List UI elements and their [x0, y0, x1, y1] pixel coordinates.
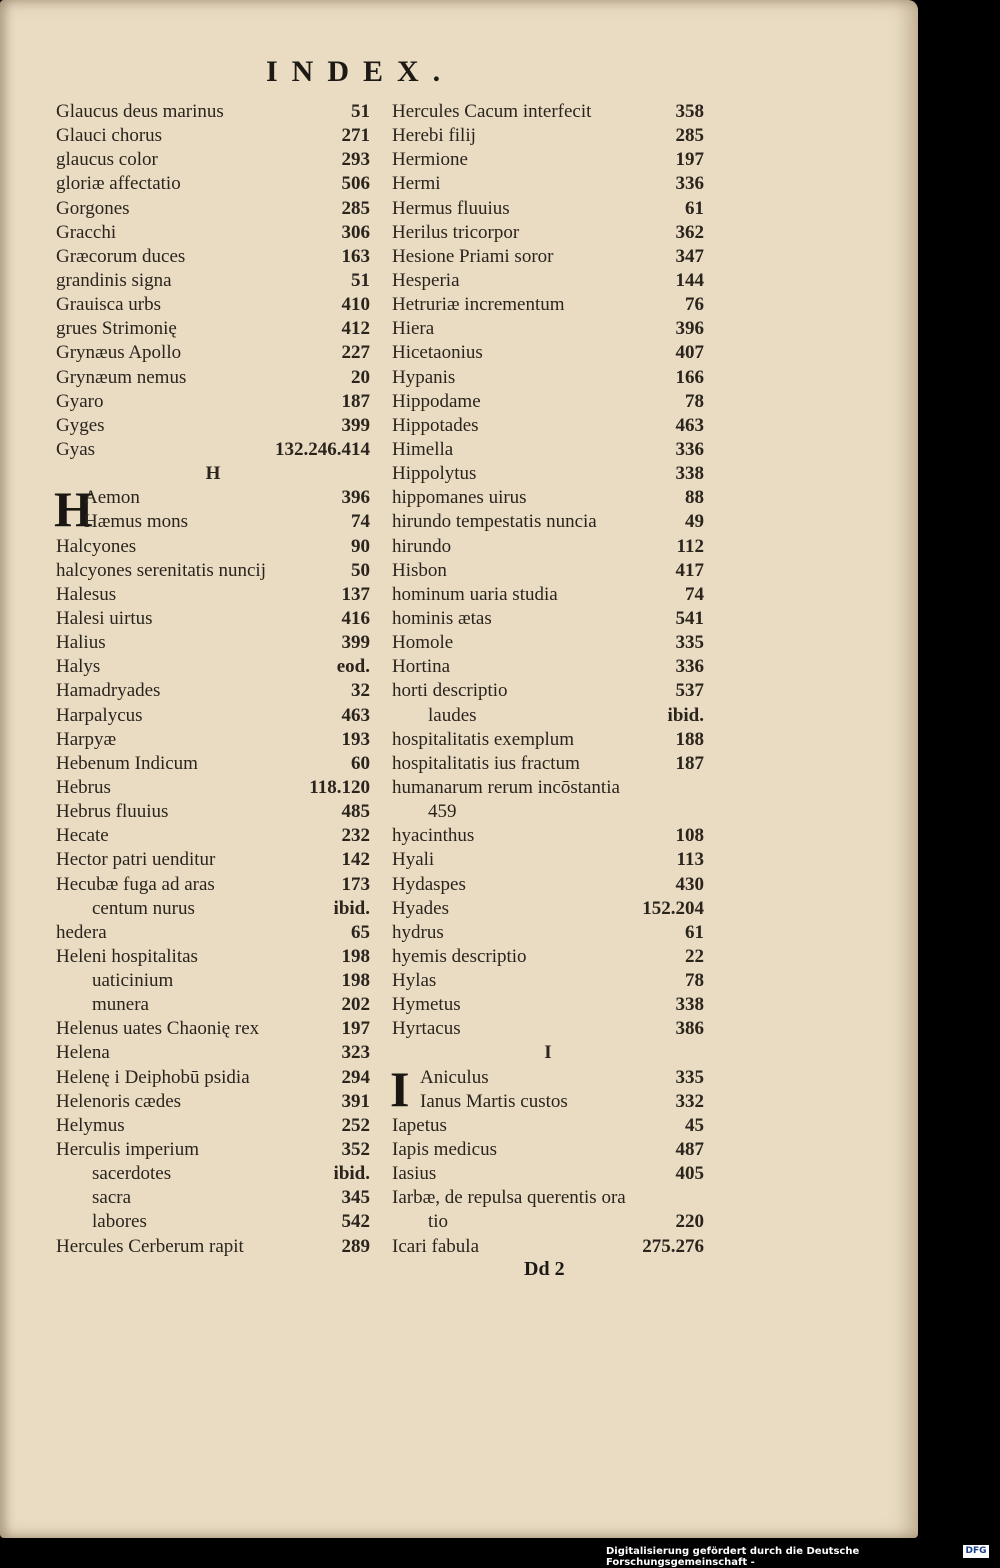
index-entry [392, 148, 704, 172]
entry-term: Ianus Martis custos [420, 1090, 568, 1112]
index-entry [392, 414, 704, 438]
entry-page-ref: 45 [685, 1114, 704, 1136]
entry-page-ref: 338 [675, 994, 704, 1016]
entry-page-ref: 271 [341, 125, 370, 147]
entry-page-ref: 61 [685, 921, 704, 943]
entry-page-ref: 74 [351, 511, 370, 533]
entry-term: Heleni hospitalitas [56, 945, 198, 967]
index-entry [392, 317, 704, 341]
index-entry [392, 172, 704, 196]
entry-page-ref: 32 [351, 680, 370, 702]
entry-term: Halys [56, 656, 101, 678]
index-entry [56, 414, 370, 438]
index-entry [56, 559, 370, 583]
index-entry [56, 1162, 370, 1186]
index-entry [392, 1162, 704, 1186]
entry-page-ref: ibid. [667, 704, 704, 726]
index-entry [392, 341, 704, 365]
entry-term: uaticinium [92, 970, 174, 992]
entry-term: Hippotades [392, 414, 479, 436]
entry-term: Herilus tricorpor [392, 221, 520, 243]
index-entry [56, 1090, 370, 1114]
index-entry [56, 583, 370, 607]
index-entry [56, 390, 370, 414]
entry-term: Halcyones [56, 535, 137, 557]
entry-page-ref: 463 [675, 414, 704, 436]
index-entry [392, 124, 704, 148]
entry-page-ref: 74 [685, 583, 704, 605]
index-column-left [56, 100, 370, 1259]
entry-page-ref: 323 [341, 1042, 370, 1064]
index-entry [56, 631, 370, 655]
entry-term: hyacinthus [392, 825, 475, 847]
entry-term: Hector patri uenditur [56, 849, 216, 871]
entry-term: glaucus color [56, 149, 158, 171]
entry-term: Hebrus fluuius [56, 801, 169, 823]
entry-term: Hylas [392, 970, 437, 992]
entry-term: horti descriptio [392, 680, 508, 702]
index-entry [56, 1041, 370, 1065]
entry-page-ref: 187 [341, 390, 370, 412]
entry-page-ref: 232 [341, 825, 370, 847]
index-entry [56, 800, 370, 824]
entry-term: Hesione Priami soror [392, 245, 554, 267]
entry-page-ref: 336 [675, 173, 704, 195]
index-entry [392, 1114, 704, 1138]
entry-term: Grynæum nemus [56, 366, 187, 388]
entry-term: grandinis signa [56, 269, 172, 291]
signature-mark: Dd 2 [524, 1258, 565, 1280]
index-entry [392, 800, 704, 824]
index-entry [56, 1066, 370, 1090]
index-entry [56, 776, 370, 800]
entry-page-ref: 50 [351, 559, 370, 581]
index-entry [392, 873, 704, 897]
index-entry [56, 704, 370, 728]
entry-term: Hymetus [392, 994, 461, 1016]
entry-term: Glaucus deus marinus [56, 101, 224, 122]
entry-term: Iapis medicus [392, 1139, 498, 1161]
index-entry [56, 1114, 370, 1138]
section-letter-heading [56, 462, 370, 486]
entry-page-ref: 336 [675, 438, 704, 460]
dfg-logo: DFG [963, 1545, 989, 1558]
entry-term: hirundo [392, 535, 452, 557]
entry-term: Hercules Cerberum rapit [56, 1235, 244, 1257]
entry-term: Hermione [392, 149, 468, 171]
entry-page-ref: 197 [341, 1018, 370, 1040]
entry-page-ref: 407 [675, 342, 704, 364]
index-entry [392, 510, 704, 534]
entry-page-ref: 417 [675, 559, 704, 581]
entry-term: Grynæus Apollo [56, 342, 182, 364]
index-entry [392, 679, 704, 703]
entry-term: Hecate [56, 825, 109, 847]
index-entry [56, 752, 370, 776]
section-letter-heading [392, 1041, 704, 1065]
index-entry [392, 631, 704, 655]
entry-page-ref: 51 [351, 269, 370, 291]
entry-term: halcyones serenitatis nuncij [56, 559, 266, 581]
index-entry [56, 221, 370, 245]
index-entry [392, 848, 704, 872]
index-entry [56, 510, 370, 534]
entry-page-ref: ibid. [333, 897, 370, 919]
index-entry [56, 848, 370, 872]
entry-page-ref: 391 [341, 1090, 370, 1112]
entry-page-ref: 76 [685, 294, 704, 316]
entry-page-ref: 416 [341, 607, 370, 629]
entry-term: Iapetus [392, 1114, 447, 1136]
entry-term: Græcorum duces [56, 245, 186, 267]
entry-page-ref: 65 [351, 921, 370, 943]
index-entry [56, 341, 370, 365]
entry-page-ref: 347 [675, 245, 704, 267]
index-entry [392, 535, 704, 559]
entry-page-ref: 49 [685, 511, 704, 533]
entry-page-ref: 345 [341, 1187, 370, 1209]
index-entry [392, 583, 704, 607]
entry-page-ref: 78 [685, 390, 704, 412]
index-entry [56, 945, 370, 969]
index-entry [392, 462, 704, 486]
entry-page-ref: 88 [685, 487, 704, 509]
entry-term: Hicetaonius [392, 342, 483, 364]
entry-page-ref: 193 [341, 728, 370, 750]
entry-term: tio [428, 1211, 449, 1233]
entry-term: Harpyæ [56, 728, 117, 750]
index-entry [392, 197, 704, 221]
entry-page-ref: 285 [341, 197, 370, 219]
entry-page-ref: ibid. [333, 1163, 370, 1185]
entry-page-ref: 399 [341, 632, 370, 654]
index-entry [56, 1235, 370, 1259]
index-entry [392, 704, 704, 728]
entry-page-ref: 197 [675, 149, 704, 171]
entry-page-ref: 352 [341, 1139, 370, 1161]
index-entry [392, 1210, 704, 1234]
entry-page-ref: 163 [341, 245, 370, 267]
entry-term: Hebrus [56, 776, 111, 798]
index-entry [56, 100, 370, 124]
entry-term: hospitalitatis exemplum [392, 728, 575, 750]
index-entry [392, 221, 704, 245]
index-entry [56, 535, 370, 559]
index-entry [56, 1210, 370, 1234]
entry-page-ref: 485 [341, 801, 370, 823]
index-entry [392, 752, 704, 776]
entry-term: Gyges [56, 414, 105, 436]
entry-term: hominis ætas [392, 607, 492, 629]
entry-term: Hermi [392, 173, 441, 195]
entry-page-ref: 22 [685, 945, 704, 967]
entry-term: Hydaspes [392, 873, 466, 895]
drop-capital: I [390, 1060, 410, 1117]
entry-term: hospitalitatis ius fractum [392, 752, 580, 774]
entry-term: Hercules Cacum interfecit [392, 101, 592, 122]
index-entry [56, 1138, 370, 1162]
entry-page-ref: 289 [341, 1235, 370, 1257]
entry-term: Aniculus [420, 1066, 489, 1088]
entry-page-ref: 142 [341, 849, 370, 871]
index-entry [56, 607, 370, 631]
entry-term: Halesi uirtus [56, 607, 153, 629]
entry-term: Helymus [56, 1114, 125, 1136]
index-entry [392, 993, 704, 1017]
entry-term: sacerdotes [92, 1163, 172, 1185]
index-entry [56, 969, 370, 993]
entry-page-ref: 137 [341, 583, 370, 605]
index-entry [56, 124, 370, 148]
entry-term: hydrus [392, 921, 444, 943]
entry-term: 459 [428, 801, 457, 823]
entry-page-ref: 541 [675, 607, 704, 629]
entry-page-ref: 60 [351, 752, 370, 774]
index-entry [56, 897, 370, 921]
entry-term: Hecubæ fuga ad aras [56, 873, 215, 895]
index-entry [392, 438, 704, 462]
entry-page-ref: 293 [341, 149, 370, 171]
entry-term: hedera [56, 921, 107, 943]
entry-term: Grauisca urbs [56, 294, 161, 316]
entry-page-ref: 332 [675, 1090, 704, 1112]
index-entry [56, 293, 370, 317]
entry-term: centum nurus [92, 897, 195, 919]
entry-term: Hippodame [392, 390, 481, 412]
entry-term: Hiera [392, 318, 435, 340]
index-entry [392, 559, 704, 583]
entry-page-ref: 430 [675, 873, 704, 895]
entry-page-ref: 118.120 [309, 776, 370, 798]
entry-page-ref: 506 [341, 173, 370, 195]
entry-page-ref: 275.276 [642, 1235, 704, 1257]
entry-term: Homole [392, 632, 454, 654]
entry-page-ref: 306 [341, 221, 370, 243]
entry-term: Gorgones [56, 197, 130, 219]
entry-page-ref: 132.246.414 [275, 438, 370, 460]
index-entry [392, 100, 704, 124]
entry-page-ref: 61 [685, 197, 704, 219]
entry-page-ref: 335 [675, 632, 704, 654]
entry-page-ref: 336 [675, 656, 704, 678]
digitization-credit: Digitalisierung gefördert durch die Deutsche Forschungsgemeinschaft - [606, 1546, 860, 1568]
entry-term: laudes [428, 704, 477, 726]
entry-term: Hesperia [392, 269, 460, 291]
index-entry [392, 245, 704, 269]
entry-page-ref: 78 [685, 970, 704, 992]
index-entry [392, 824, 704, 848]
index-entry [56, 317, 370, 341]
entry-page-ref: 399 [341, 414, 370, 436]
index-entry [392, 921, 704, 945]
entry-term: Hortina [392, 656, 451, 678]
entry-page-ref: 202 [341, 994, 370, 1016]
entry-term: Hypanis [392, 366, 456, 388]
entry-page-ref: 144 [675, 269, 704, 291]
entry-page-ref: 358 [675, 101, 704, 122]
entry-page-ref: 412 [341, 318, 370, 340]
entry-term: Harpalycus [56, 704, 143, 726]
entry-page-ref: 487 [675, 1139, 704, 1161]
index-entry [392, 1235, 704, 1259]
entry-term: Hermus fluuius [392, 197, 510, 219]
index-column-right [392, 100, 704, 1259]
entry-page-ref: 294 [341, 1066, 370, 1088]
index-entry [392, 776, 704, 800]
entry-page-ref: 410 [341, 294, 370, 316]
entry-term: Hetruriæ incrementum [392, 294, 565, 316]
entry-term: Helenę i Deiphobū psidia [56, 1066, 250, 1088]
index-entry [56, 921, 370, 945]
entry-term: humanarum rerum incōstantia [392, 776, 620, 798]
entry-page-ref: 405 [675, 1163, 704, 1185]
entry-term: Icari fabula [392, 1235, 480, 1257]
index-entry [392, 728, 704, 752]
index-entry [56, 655, 370, 679]
index-entry [392, 1186, 704, 1210]
entry-page-ref: 220 [675, 1211, 704, 1233]
entry-term: labores [92, 1211, 147, 1233]
entry-page-ref: 20 [351, 366, 370, 388]
entry-term: Glauci chorus [56, 125, 163, 147]
index-entry [56, 679, 370, 703]
entry-term: sacra [92, 1187, 132, 1209]
entry-term: Hyades [392, 897, 449, 919]
entry-term: Gyaro [56, 390, 104, 412]
index-entry [56, 245, 370, 269]
index-entry [56, 824, 370, 848]
index-entry [56, 1186, 370, 1210]
index-entry [392, 366, 704, 390]
entry-page-ref: 227 [341, 342, 370, 364]
entry-term: Halesus [56, 583, 117, 605]
entry-page-ref: 166 [675, 366, 704, 388]
index-entry [392, 969, 704, 993]
entry-page-ref: 463 [341, 704, 370, 726]
entry-term: grues Strimonię [56, 318, 177, 340]
page-header: INDEX. [266, 55, 455, 88]
entry-term: hyemis descriptio [392, 945, 527, 967]
index-entry [56, 366, 370, 390]
index-entry [56, 438, 370, 462]
index-entry [56, 197, 370, 221]
entry-page-ref: 152.204 [642, 897, 704, 919]
index-entry [392, 897, 704, 921]
index-entry [56, 148, 370, 172]
index-entry [392, 1090, 704, 1114]
entry-page-ref: 112 [676, 535, 704, 557]
entry-term: Hyrtacus [392, 1018, 461, 1040]
entry-term: Herculis imperium [56, 1139, 199, 1161]
entry-term: Hamadryades [56, 680, 161, 702]
entry-page-ref: 90 [351, 535, 370, 557]
entry-page-ref: 51 [351, 101, 370, 122]
entry-term: hippomanes uirus [392, 487, 527, 509]
entry-page-ref: 188 [675, 728, 704, 750]
entry-term: hirundo tempestatis nuncia [392, 511, 597, 533]
entry-term: I [544, 1042, 552, 1064]
entry-page-ref: 386 [675, 1018, 704, 1040]
entry-term: Hæmus mons [84, 511, 188, 533]
entry-page-ref: 113 [676, 849, 704, 871]
entry-term: Helenoris cædes [56, 1090, 182, 1112]
index-entry [392, 655, 704, 679]
entry-page-ref: 537 [675, 680, 704, 702]
entry-page-ref: 338 [675, 463, 704, 485]
entry-page-ref: 198 [341, 970, 370, 992]
entry-page-ref: 187 [675, 752, 704, 774]
entry-page-ref: 173 [341, 873, 370, 895]
index-entry [56, 728, 370, 752]
index-entry [392, 390, 704, 414]
index-entry [56, 269, 370, 293]
entry-term: Herebi filij [392, 125, 476, 147]
drop-capital: H [54, 481, 93, 538]
entry-term: hominum uaria studia [392, 583, 558, 605]
index-entry [56, 172, 370, 196]
entry-page-ref: 396 [341, 487, 370, 509]
index-entry [392, 293, 704, 317]
index-entry [392, 486, 704, 510]
entry-term: Halius [56, 632, 106, 654]
entry-term: Hippolytus [392, 463, 477, 485]
entry-term: Hisbon [392, 559, 447, 581]
entry-term: Gracchi [56, 221, 117, 243]
entry-term: Helena [56, 1042, 110, 1064]
index-entry [392, 1138, 704, 1162]
index-entry [56, 993, 370, 1017]
entry-page-ref: 362 [675, 221, 704, 243]
entry-term: munera [92, 994, 149, 1016]
entry-term: gloriæ affectatio [56, 173, 181, 195]
entry-term: Helenus uates Chaonię rex [56, 1018, 260, 1040]
entry-page-ref: 108 [675, 825, 704, 847]
index-entry [392, 945, 704, 969]
index-entry [392, 269, 704, 293]
entry-page-ref: 396 [675, 318, 704, 340]
entry-page-ref: 252 [341, 1114, 370, 1136]
index-entry [392, 1017, 704, 1041]
entry-term: Hyali [392, 849, 435, 871]
entry-term: Aemon [84, 487, 140, 509]
index-entry [392, 607, 704, 631]
entry-term: Iarbæ, de repulsa querentis ora [392, 1187, 626, 1209]
entry-page-ref: 285 [675, 125, 704, 147]
entry-term: Iasius [392, 1163, 437, 1185]
entry-page-ref: 542 [341, 1211, 370, 1233]
index-entry [56, 1017, 370, 1041]
entry-page-ref: eod. [336, 656, 370, 678]
entry-page-ref: 198 [341, 945, 370, 967]
entry-term: Himella [392, 438, 454, 460]
entry-term: Hebenum Indicum [56, 752, 198, 774]
entry-term: Gyas [56, 438, 96, 460]
index-entry [56, 873, 370, 897]
entry-page-ref: 335 [675, 1066, 704, 1088]
entry-term: H [205, 463, 221, 485]
